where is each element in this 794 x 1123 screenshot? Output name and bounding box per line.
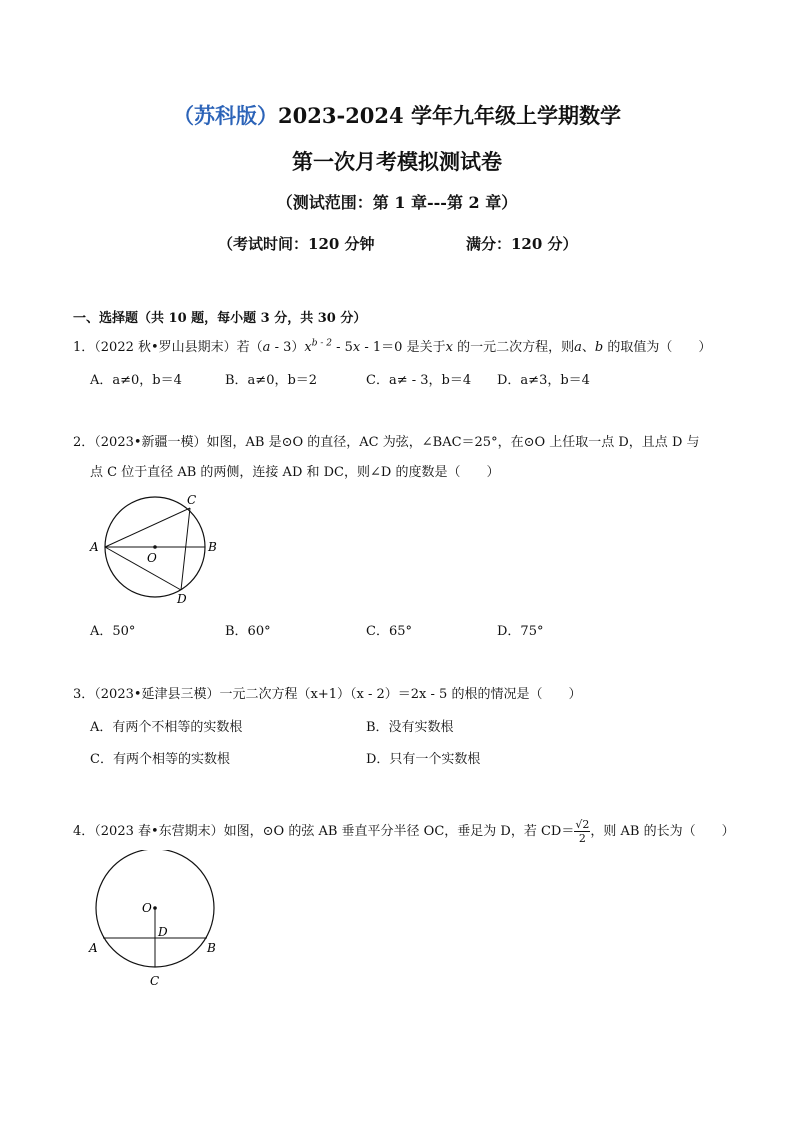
label-d: D: [158, 925, 168, 939]
page-title: [0, 100, 794, 130]
q2-circle-diagram: [80, 490, 230, 610]
page-subtitle: 第一次月考模拟测试卷: [292, 149, 502, 174]
q2-option-c: C．65°: [366, 624, 412, 639]
q3-option-d: D．只有一个实数根: [366, 752, 481, 767]
q1-option-a: A．a≠0，b＝4: [90, 373, 182, 388]
question-4: [73, 818, 735, 845]
label-a: A: [89, 941, 98, 955]
label-c: C: [150, 974, 160, 988]
fraction-root2-over-2: [574, 818, 590, 845]
label-o: O: [147, 551, 157, 565]
var-x: x: [304, 340, 312, 355]
chord-ad: [105, 547, 181, 590]
label-c: C: [187, 493, 197, 507]
center-dot: [153, 545, 157, 549]
q1-option-c: C．a≠ - 3，b＝4: [366, 373, 472, 388]
q1-option-d: D．a≠3，b＝4: [497, 373, 590, 388]
question-1: [73, 336, 711, 355]
q4-circle-diagram: [80, 850, 230, 1000]
title-text: 2023-2024 学年九年级上学期数学: [278, 103, 621, 128]
var-a: a: [574, 340, 582, 355]
q2-option-b: B．60°: [225, 624, 271, 639]
q1-option-b: B．a≠0，b＝2: [225, 373, 318, 388]
q1-text: 、: [581, 340, 595, 355]
q3-option-a: A．有两个不相等的实数根: [90, 720, 243, 735]
q4-text: ，则 AB 的长为（ ）: [590, 824, 735, 839]
center-dot: [153, 906, 157, 910]
q1-text: 的一元二次方程，则: [452, 340, 575, 355]
exponent: b - 2: [311, 338, 332, 349]
edition-label: （苏科版）: [173, 103, 279, 128]
label-a: A: [90, 540, 99, 554]
q4-text: 4．（2023 春•东营期末）如图，⊙O 的弦 AB 垂直平分半径 OC，垂足为 D，若 CD＝: [73, 824, 575, 839]
exam-time: （考试时间：120 分钟: [218, 235, 375, 253]
label-b: B: [208, 540, 217, 554]
fraction-denominator: 2: [578, 832, 586, 845]
full-score: 满分：120 分）: [466, 235, 578, 253]
section-heading: 一、选择题（共 10 题，每小题 3 分，共 30 分）: [73, 311, 367, 326]
var-a: a: [262, 340, 271, 355]
var-b: b: [594, 340, 604, 355]
question-3: 3．（2023•延津县三模）一元二次方程（x+1）（x - 2）＝2x - 5 的根的情况是（ ）: [73, 687, 582, 702]
chord-dc: [181, 508, 190, 590]
q2-option-a: A．50°: [90, 624, 136, 639]
q3-option-b: B．没有实数根: [366, 720, 454, 735]
label-d: D: [177, 592, 187, 606]
q1-text: - 3）: [270, 340, 305, 355]
q1-text: - 5: [331, 340, 353, 355]
label-o: O: [142, 901, 152, 915]
q3-option-c: C．有两个相等的实数根: [90, 752, 230, 767]
question-2-line2: 点 C 位于直径 AB 的两侧，连接 AD 和 DC，则∠D 的度数是（ ）: [90, 465, 500, 480]
q1-source: （2022 秋•罗山县期末）若（: [94, 340, 263, 355]
var-x: x: [445, 340, 453, 355]
fraction-numerator: √2: [575, 818, 590, 831]
q1-text: - 1＝0 是关于: [360, 340, 446, 355]
q2-option-d: D．75°: [497, 624, 544, 639]
label-b: B: [207, 941, 216, 955]
q1-text: 的取值为（ ）: [603, 340, 712, 355]
var-x: x: [352, 340, 361, 355]
test-scope: （测试范围：第 1 章---第 2 章）: [276, 193, 518, 212]
question-2-line1: 2．（2023•新疆一模）如图，AB 是⊙O 的直径，AC 为弦，∠BAC＝25°，在⊙O 上任取一点 D，且点 D 与: [73, 435, 700, 450]
question-number: 1．: [73, 340, 95, 355]
